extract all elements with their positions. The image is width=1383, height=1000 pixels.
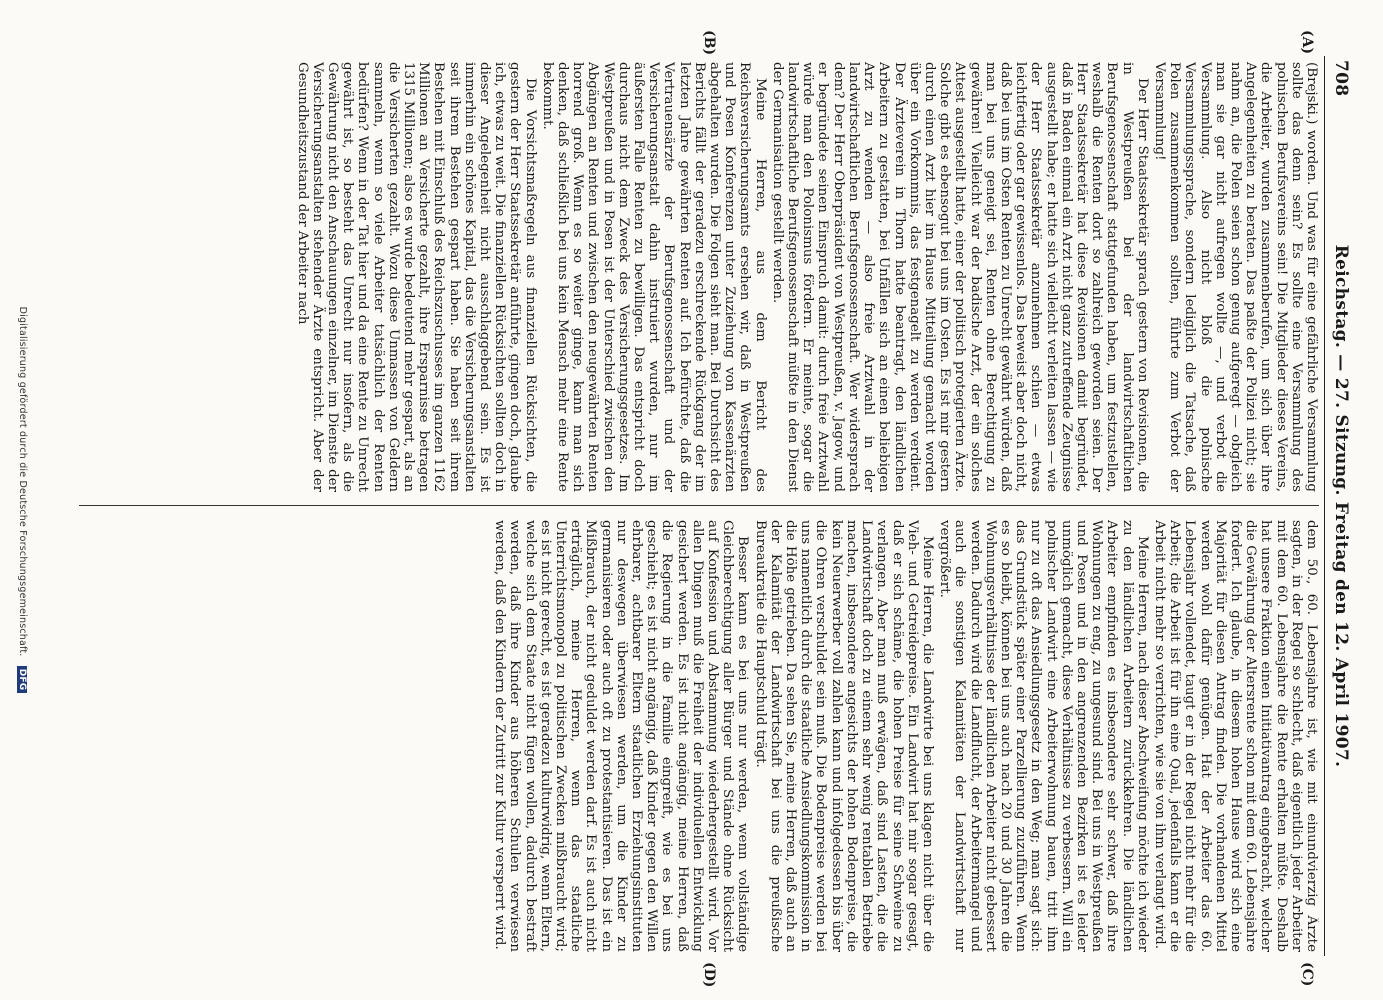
margin-marker-c: (C)	[1299, 962, 1315, 987]
margin-marker-b: (B)	[701, 30, 717, 56]
paragraph: Die Vorsichtsmaßregeln aus finanziellen Rücksichten, die gestern der Herr Staatssekretär anführte, gingen doch, glaube ich, etwas zu weit. Die finanziellen Rücksichten sollten doch in dieser Angelegenheit nicht ausschlaggebend sein. Es ist immerhin ein schönes Kapital, das die Versicherungsanstalten seit ihrem Bestehen gespart haben. Sie haben seit ihrem Bestehen mit Einschluß des Reichszuschusses im ganzen 1162 Millionen an Versicherte gezahlt, ihre Ersparnisse betragen 1315 Millionen; also es wurde bedeutend mehr gespart, als an die Versicherten gezahlt. Wozu diese Unmassen von Geldern sammeln, wenn so viele Arbeiter tatsächlich der Renten bedürfen? Wenn in der Tat hier und da eine Rente zu Unrecht gewährt ist, so besteht das Unrecht nur insofern, als die Gewährung nicht den Anschauungen einzelner, im Dienste der Versicherungsanstalten stehender Ärzte entspricht. Aber der Gesundheitszustand der Arbeiter nach	[294, 62, 538, 492]
credit-text: Digitalisierung gefördert durch die Deutsche Forschungsgemeinschaft.	[17, 306, 28, 657]
paragraph: Der Herr Staatssekretär sprach gestern von Revisionen, die in Westpreußen bei der landwirtschaftlichen Berufsgenossenschaft stattgefunden haben, um festzustellen, weshalb die Renten dort so zahlreich geworden seien. Der Herr Staatssekretär hat diese Revisionen damit begründet, daß in Baden einmal ein Arzt nicht ganz zutreffende Zeugnisse ausgestellt habe; er hatte sich vielleicht verleiten lassen — wie der Herr Staatssekretär anzunehmen schien — etwas leichtfertig oder gar gewissenlos. Das beweist aber doch nicht, daß bei uns im Osten Renten zu Unrecht gewährt würden, daß man bei uns geneigt sei, Renten ohne Berechtigung zu gewähren! Vielleicht war der badische Arzt, der ein solches Attest ausgestellt hatte, einer der politisch protegierten Ärzte. Solche gibt es ebensogut bei uns im Osten. Es ist mir gestern durch einen Arzt hier im Hause Mitteilung gemacht worden über ein Vorkommnis, das festgenagelt zu werden verdient. Der Ärzteverein in Thorn hatte beantragt, den ländlichen Arbeitern zu gestatten, bei Unfällen sich an einen beliebigen Arzt zu wenden — also freie Arztwahl in der landwirtschaftlichen Berufsgenossenschaft. Wer widersprach dem? Der Herr Oberpräsident von Westpreußen, v. Jagow, und er begründete seinen Einspruch damit: durch freie Arztwahl würde man den Polonismus fördern. Er meinte, sogar die landwirtschaftliche Berufsgenossenschaft müßte in den Dienst der Germanisation gestellt werden.	[769, 62, 1150, 492]
dfg-logo: DFG	[17, 666, 27, 694]
margin-marker-a: (A)	[1299, 30, 1315, 55]
right-column	[79, 520, 1319, 952]
page-title: Reichstag. — 27. Sitzung. Freitag den 12. April 1907.	[1331, 244, 1351, 768]
paragraph: Meine Herren, nach dieser Abschweifung möchte ich wieder zu den ländlichen Arbeitern zurückkehren. Die ländlichen Arbeiter empfinden es insbesondere sehr schwer, daß ihre Wohnungen zu eng, zu ungesund sind. Bei uns in Westpreußen und Posen und in den angrenzenden Bezirken ist es leider unmöglich gemacht, diese Verhältnisse zu verbessern. Will ein polnischer Landwirt eine Arbeiterwohnung bauen, tritt ihm nur zu oft das Ansiedlungsgesetz in den Weg; man sagt sich: das Grundstück später einer Parzellierung zuzuführen. Wenn es so bleibt, können bei uns auch nach 20 und 30 Jahren die Wohnungsverhältnisse der ländlichen Arbeiter nicht gebessert werden. Dadurch wird die Landflucht, der Arbeitermangel und auch die sonstigen Kalamitäten der Landwirtschaft nur vergrößert.	[937, 520, 1150, 952]
column-divider	[79, 505, 1319, 506]
paragraph: dem 50., 60. Lebensjahre ist, wie mit einundvierzig Ärzte sagten, in der Regel so schlecht, daß eigentlich jeder Arbeiter mit dem 60. Lebensjahre die Rente erhalten müßte. Deshalb hat unsere Fraktion einen Initiativantrag eingebracht, welcher die Gewährung der Altersrente schon mit dem 60. Lebensjahre fordert. Ich glaube, in diesem hohen Hause wird sich eine Majorität für diesen Antrag finden. Die vorhandenen Mittel werden wohl dafür genügen. Hat der Arbeiter das 60. Lebensjahr vollendet, taugt er in der Regel nicht mehr für die Arbeit; die Arbeit ist für ihn eine Qual, jedenfalls kann er die Arbeit nicht mehr so verrichten, wie sie von ihm verlangt wird.	[1151, 520, 1319, 952]
digitization-credit	[17, 0, 28, 1000]
left-column	[79, 62, 1319, 492]
paragraph: (Brejski.) worden. Und was für eine gefährliche Versammlung sollte das denn sein? Es sollte eine Versammlung des polnischen Berufsvereins sein! Die Mitglieder dieses Vereins, die Arbeiter, wurden zusammenberufen, um sich über ihre Angelegenheiten zu beraten. Das paßte der Polizei nicht; sie nahm an, die Polen seien schon genug aufgeregt — obgleich man sie gar nicht aufregen wollte —, und verbot die Versammlung. Also nicht bloß die polnische Versammlungssprache, sondern lediglich die Tatsache, daß Polen zusammenkommen sollten, führte zum Verbot der Versammlung!	[1151, 62, 1319, 492]
paragraph: Meine Herren, aus dem Bericht des Reichsversicherungsamts ersehen wir, daß in Westpreußen und Posen Konferenzen unter Zuziehung von Kassenärzten abgehalten wurden. Die Folgen sieht man. Bei Durchsicht des Berichts fällt der geradezu erschreckende Rückgang der im letzten Jahre gewährten Renten auf. Ich befürchte, daß die Vertrauensärzte der Berufsgenossenschaft und der Versicherungsanstalt dahin instruiert wurden, nur im äußersten Falle Renten zu bewilligen. Das entspricht doch durchaus nicht dem Zweck des Versicherungsgesetzes. Im Westpreußen und in Posen ist der Unterschied zwischen den Abgängen an Renten und zwischen den neugewährten Renten horrend groß. Wenn es so weiter ginge, kann man sich denken, daß schließlich bei uns kein Mensch mehr eine Rente bekommt.	[539, 62, 768, 492]
paragraph: Meine Herren, die Landwirte bei uns klagen nicht über die Vieh- und Getreidepreise. Ein Landwirt hat mir sogar gesagt, daß er sich schäme, die hohen Preise für seine Schweine zu verlangen. Aber man muß erwägen, daß sind Lasten, die die Landwirtschaft doch zu einem sehr wenig rentablen Betriebe machen, insbesondere angesichts der hohen Bodenpreise, die kein Neuerwerber voll zahlen kann und infolgedessen bis über die Ohren verschuldet sein muß. Die Bodenpreise werden bei uns namentlich durch die staatliche Ansiedlungskommission in die Höhe getrieben. Da sehen Sie, meine Herren, daß auch an der Kalamität der Landwirtschaft bei uns die preußische Bureaukratie die Hauptschuld trägt.	[752, 520, 935, 952]
margin-marker-d: (D)	[701, 962, 717, 988]
paragraph: Besser kann es bei uns nur werden, wenn vollständige Gleichberechtigung aller Bürger und Stände ohne Rücksicht auf Konfession und Abstammung wiederhergestellt wird. Vor allen Dingen muß die Freiheit der individuellen Entwicklung gesichert werden. Es ist nicht angängig, meine Herren, daß die Regierung in die Familie eingreift, wie es bei uns geschieht; es ist nicht angängig, daß Kinder gegen den Willen ehrbarer, achtbarer Eltern staatlichen Erziehungsinstituten nur deswegen überwiesen werden, um die Kinder zu germanisieren oder auch oft zu protestantisieren. Das ist ein Mißbrauch, der nicht geduldet werden darf. Es ist auch nicht erträglich, meine Herren, wenn das staatliche Unterrichtsmonopol zu politischen Zwecken mißbraucht wird; es ist nicht gerecht, es ist geradezu kulturwidrig, wenn Eltern, welche sich dem Staate nicht fügen wollen, dadurch bestraft werden, daß ihre Kinder aus höheren Schulen verwiesen werden, daß den Kindern der Zutritt zur Kultur versperrt wird.	[492, 520, 751, 952]
page-number: 708	[1331, 60, 1351, 97]
page-header	[1324, 56, 1355, 956]
